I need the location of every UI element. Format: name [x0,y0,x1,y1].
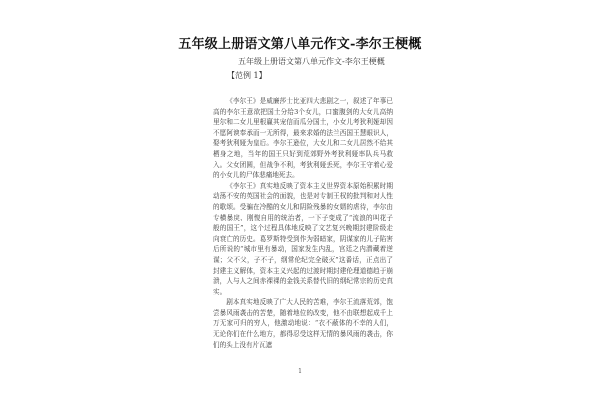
paragraph: 《李尔王》真实地反映了资本主义世界资本原始积累时期动荡不安的英国社会的面貌，也是对专制王权的批判和对人性的歌颂。受骗在冷酷的女儿和阴险残暴的女婿的虐待，李尔由专横暴戾、刚愎自用的统治者，一下子变成了“流浪的叫花子般的国王”，这个过程具体地反映了文艺复兴晚期封建阶级走向衰亡的历史。葛罗斯特受到作为弱暗家，阴谋家的儿子陷害后所说的“城市里有暴动，国家发生内乱，宫廷之内潜藏着逆谋；父不父，子不子，纲常伦纪完全破灭”这番话，正点出了封建主义解体，资本主义兴起的过渡时期封建伦理道德趋于崩溃，人与人之间赤裸裸的金钱关系替代旧的纲纪常宗的历史真实。 [213,181,393,296]
page-subtitle: 五年级上册语文第八单元作文-李尔王梗概 [238,57,385,66]
section-label: 【范例 1】 [227,71,267,80]
paragraph: 剧本真实地反映了广大人民的苦难，李尔王流落荒郊，饱尝暴风雨袭击的苦楚，随着地位的改变，他不由联想起成千上万无家可归的穷人，他激动地说：“衣不蔽体的不幸的人们，无论你们在什么地方，都得忍受这样无情的暴风雨的袭击，你们的头上没有片瓦遮 [213,298,393,349]
paragraph: 《李尔王》是威廉莎士比亚四大悲剧之一，叙述了年事已高的李尔王意欲把国土分给3个女儿，口蜜腹剑的大女儿高纳里尔和二女儿里根赢其宠信而瓜分国土，小女儿考狄利娅却因不愿阿谀奉承而一无所得，最来求婚的法兰西国王慧眼识人，娶考狄利娅为皇后。李尔王逊位，大女儿和二女儿居然不给其栖身之地，当年的国王只好到荒郊野外考狄利娅率队兵马救入。父女团圆，但战争不利，考狄利娅丢死，李尔王守着心爱的小女儿的尸体悲痛地死去。 [213,97,393,180]
body-text [213,96,393,350]
page-number: 1 [298,368,302,375]
page-title: 五年级上册语文第八单元作文-李尔王梗概 [178,37,422,52]
